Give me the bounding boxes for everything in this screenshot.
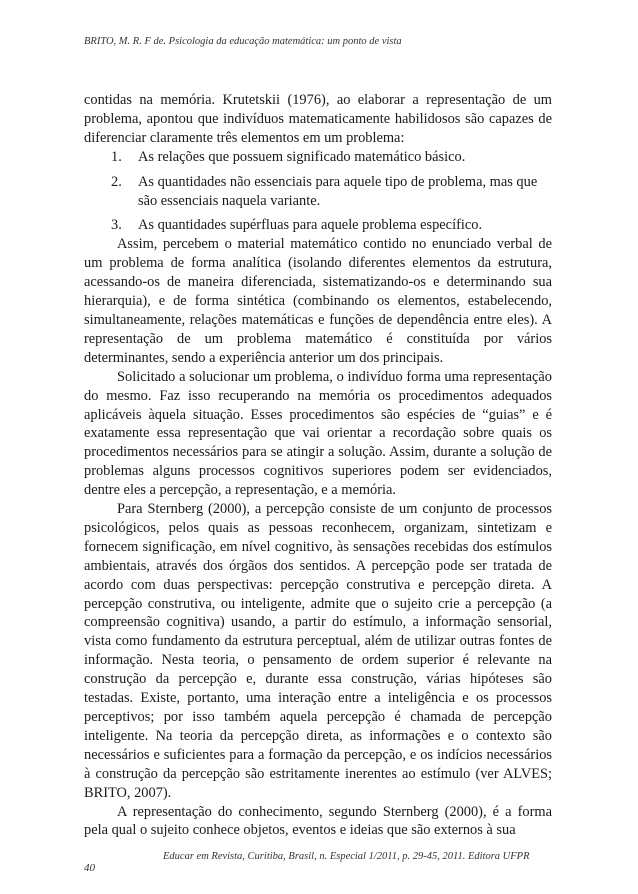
paragraph-4: Para Sternberg (2000), a percepção consiste de um conjunto de processos psicológicos, pelos quais as pessoas reconhecem, organizam, sintetizam e fornecem significação, em nível cognitivo, às sensações recebidas dos estímulos ambientais, através dos órgãos dos sentidos. A percepção pode ser tratada de acordo com duas perspectivas: percepção construtiva e percepção direta. A percepção construtiva, ou inteligente, admite que o sujeito crie a percepção (a compreensão cognitiva) usando, a partir do estímulo, a informação sensorial, vista como fundamento da estrutura perceptual, além de utilizar outras fontes de informação. Nesta teoria, o pensamento de ordem superior é relevante na construção da percepção e, durante essa construção, várias hipóteses são testadas. Existe, portanto, uma interação entre a inteligência e os processos perceptivos; por isso também aquela percepção é chamada de percepção inteligente. Na teoria da percepção direta, as informações e o contexto são necessários e suficientes para a formação da percepção, e os indícios necessários à construção da percepção são estritamente inerentes ao estímulo (ver ALVES; BRITO, 2007).	[84, 501, 552, 801]
article-body	[84, 91, 552, 840]
running-header: BRITO, M. R. F de. Psicologia da educação matemática: um ponto de vista	[84, 36, 402, 47]
list-item-number: 3.	[111, 217, 122, 234]
paragraph-2: Assim, percebem o material matemático contido no enunciado verbal de um problema de forma analítica (isolando diferentes elementos da estrutura, acessando-os de maneira diferenciada, sistematizando-os e determinando sua hierarquia), e de forma sintética (combinando os elementos, estabelecendo, simultaneamente, relações matemáticas e funções de dependência entre eles). A representação de um problema matemático é constituída por vários determinantes, sendo a experiência anterior um dos principais.	[84, 236, 552, 366]
list-item-number: 1.	[111, 148, 122, 165]
list-item	[111, 173, 552, 211]
paragraph-5: A representação do conhecimento, segundo Sternberg (2000), é a forma pela qual o sujeito conhece objetos, eventos e ideias que são externos à sua	[84, 803, 552, 839]
page-number: 40	[84, 862, 95, 874]
list-item	[111, 148, 552, 167]
list-item-text: As relações que possuem significado matemático básico.	[138, 148, 466, 165]
list-item-number: 2.	[111, 173, 122, 190]
numbered-list	[84, 148, 552, 236]
list-item-text: As quantidades supérfluas para aquele problema específico.	[138, 217, 483, 234]
paragraph-3: Solicitado a solucionar um problema, o indivíduo forma uma representação do mesmo. Faz isso recuperando na memória os procedimentos adequados aplicáveis àquela situação. Esses procedimentos são espécies de “guias” e é exatamente essa representação que vai orientar a recordação sobre quais os procedimentos necessários para se atingir a solução. Assim, durante a solução de problemas alguns processos cognitivos superiores podem ser evidenciados, dentre eles a percepção, a representação, e a memória.	[84, 368, 552, 499]
paragraph-1: contidas na memória. Krutetskii (1976), ao elaborar a representação de um problema, apontou que indivíduos matematicamente habilidosos são capazes de diferenciar claramente três elementos em um problema:	[84, 92, 552, 146]
journal-citation: Educar em Revista, Curitiba, Brasil, n. Especial 1/2011, p. 29-45, 2011. Editora UFPR	[163, 851, 530, 862]
list-item-text: As quantidades não essenciais para aquele tipo de problema, mas que são essenciais naquela variante.	[138, 173, 538, 209]
list-item	[111, 216, 552, 235]
